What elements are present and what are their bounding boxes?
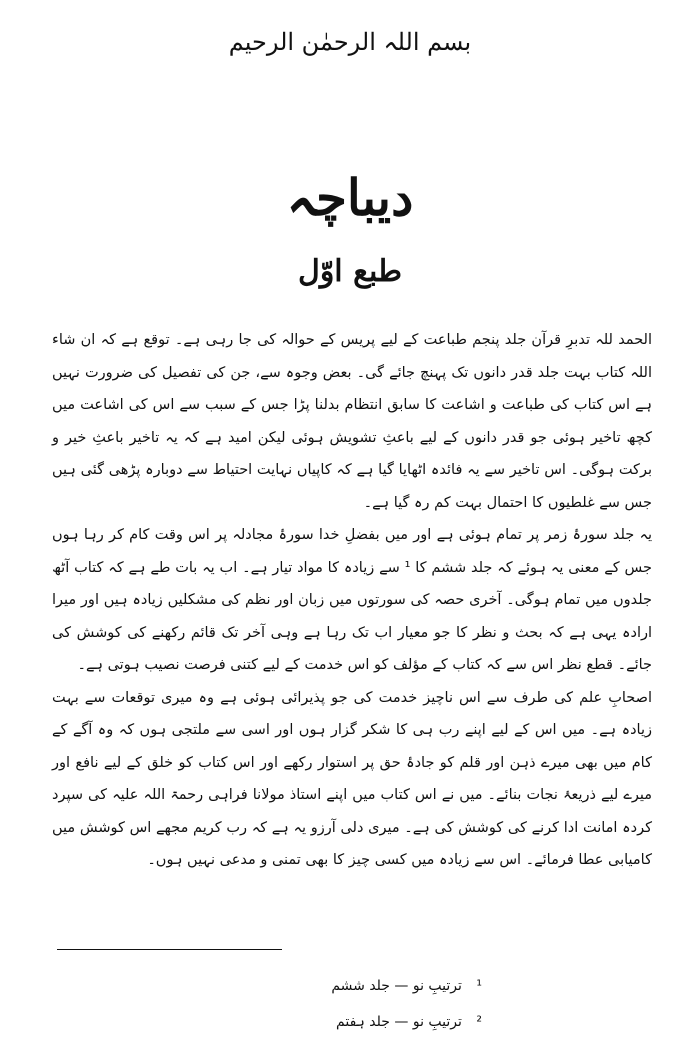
page-title: دیباچہ <box>286 168 414 227</box>
footnote-item <box>331 978 482 994</box>
paragraph: الحمد للہ تدبرِ قرآن جلد پنجم طباعت کے لیے پریس کے حوالہ کی جا رہی ہے۔ توقع ہے کہ ان شاء اللہ کتاب بہت جلد قدر دانوں تک پہنچ جائے گی۔ بعض وجوہ سے، جن کی تفصیل کی ضرورت نہیں ہے اس کتاب کی طباعت و اشاعت کا سابق انتظام بدلنا پڑا جس کے سبب سے اس کی اشاعت میں کچھ تاخیر ہوئی جو قدر دانوں کے لیے باعثِ تشویش ہوئی لیکن امید ہے کہ یہ تاخیر باعثِ خیر و برکت ہوگی۔ اس تاخیر سے یہ فائدہ اٹھایا گیا ہے کہ کاپیاں نہایت احتیاط سے دوبارہ پڑھی گئی ہیں جس سے غلطیوں کا احتمال بہت کم رہ گیا ہے۔ <box>52 332 652 511</box>
bismillah-heading: بسم اللہ الرحمٰن الرحیم <box>228 28 472 56</box>
footnote-marker: ² <box>476 1014 482 1030</box>
page-subtitle: طبع اوّل <box>298 254 402 289</box>
footnote-text: ترتیبِ نو — جلد ہفتم <box>336 1014 462 1030</box>
footnote-item <box>336 1014 482 1030</box>
footnote-text: ترتیبِ نو — جلد ششم <box>331 978 462 994</box>
footnote-marker: ¹ <box>476 978 482 994</box>
preface-body <box>52 324 652 877</box>
paragraph: یہ جلد سورۂ زمر پر تمام ہوئی ہے اور میں بفضلِ خدا سورۂ مجادلہ پر اس وقت کام کر رہا ہوں جس کے معنی یہ ہوئے کہ جلد ششم کا ¹ سے زیادہ کا مواد تیار ہے۔ اب یہ بات طے ہے کہ کتاب آٹھ جلدوں میں تمام ہوگی۔ آخری حصہ کی سورتوں میں زبان اور نظم کی مشکلیں زیادہ ہیں اور میرا ارادہ یہی ہے کہ بحث و نظر کا جو معیار اب تک رہا ہے وہی آخر تک قائم رکھنے کی کوشش کی جائے۔ قطع نظر اس سے کہ کتاب کے مؤلف کو اس خدمت کے لیے کتنی فرصت نصیب ہوتی ہے۔ <box>52 527 652 673</box>
paragraph: اصحابِ علم کی طرف سے اس ناچیز خدمت کی جو پذیرائی ہوئی ہے وہ میری توقعات سے بہت زیادہ ہے۔ میں اس کے لیے اپنے رب ہی کا شکر گزار ہوں اور اسی سے ملتجی ہوں کہ وہ آگے کے کام میں بھی میرے ذہن اور قلم کو جادۂ حق پر استوار رکھے اور اس کتاب کو خلق کے لیے نافع اور میرے لیے ذریعۂ نجات بنائے۔ میں نے اس کتاب میں اپنے استاذ مولانا فراہی رحمۃ اللہ علیہ کی سپرد کردہ امانت ادا کرنے کی کوشش کی ہے۔ میری دلی آرزو یہ ہے کہ رب کریم مجھے اس کوشش میں کامیابی عطا فرمائے۔ اس سے زیادہ میں کسی چیز کا بھی تمنی و مدعی نہیں ہوں۔ <box>52 689 652 868</box>
footnote-divider <box>57 949 282 950</box>
